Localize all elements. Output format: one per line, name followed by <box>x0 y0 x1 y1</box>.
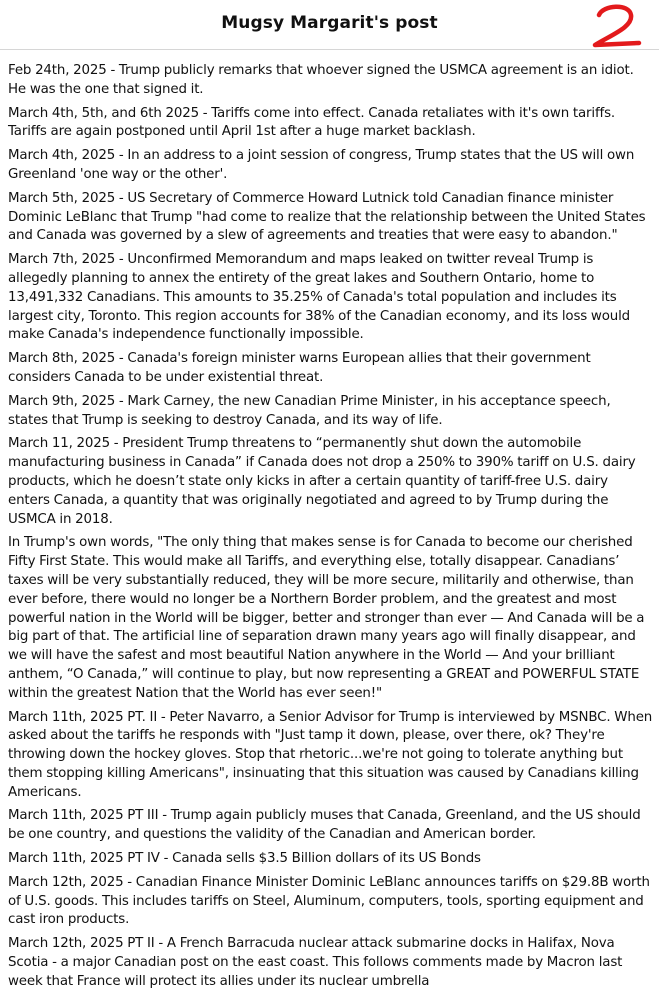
post-body <box>8 62 653 997</box>
timeline-entry: March 12th, 2025 - Canadian Finance Minister Dominic LeBlanc announces tariffs on $29.8B worth of U.S. goods. This includes tariffs on Steel, Aluminum, computers, tools, sporting equipment and cast iron products. <box>8 874 650 928</box>
timeline-entry: March 11th, 2025 PT III - Trump again publicly muses that Canada, Greenland, and the US should be one country, and questions the validity of the Canadian and American border. <box>8 808 641 843</box>
timeline-entry: March 11th, 2025 PT. II - Peter Navarro, a Senior Advisor for Trump is interviewed by MSNBC. When asked about the tariffs he responds with "Just tamp it down, please, over there, ok? They're throwing down the hockey gloves. Stop that rhetoric...we're not going to tolerate anything but them stopping killing Americans", insinuating that this situation was caused by Canadians killing Americans. <box>8 709 653 800</box>
timeline-entry: March 9th, 2025 - Mark Carney, the new Canadian Prime Minister, in his acceptance speech, states that Trump is seeking to destroy Canada, and its way of life. <box>8 393 611 428</box>
timeline-entry: March 4th, 5th, and 6th 2025 - Tariffs come into effect. Canada retaliates with it's own tariffs. Tariffs are again postponed until April 1st after a huge market backlash. <box>8 105 616 140</box>
timeline-entry: March 11th, 2025 PT IV - Canada sells $3.5 Billion dollars of its US Bonds <box>8 851 481 867</box>
timeline-entry: In Trump's own words, "The only thing that makes sense is for Canada to become our cherished Fifty First State. This would make all Tariffs, and everything else, totally disappear. Canadians’ taxes will be very substantially reduced, they will be more secure, militarily and otherwise, than ever before, there would no longer be a Northern Border problem, and the greatest and most powerful nation in the World will be bigger, better and stronger than ever — And Canada will be a big part of that. The artificial line of separation drawn many years ago will finally disappear, and we will have the safest and most beautiful Nation anywhere in the World — And your brilliant anthem, “O Canada,” will continue to play, but now representing a GREAT and POWERFUL STATE within the greatest Nation that the World has ever seen!" <box>8 535 645 701</box>
timeline-entry: March 8th, 2025 - Canada's foreign minister warns European allies that their government considers Canada to be under existential threat. <box>8 351 591 385</box>
timeline-entry: March 4th, 2025 - In an address to a joint session of congress, Trump states that the US will own Greenland 'one way or the other'. <box>8 148 635 182</box>
handwritten-number-badge <box>591 3 643 49</box>
timeline-entry: Feb 24th, 2025 - Trump publicly remarks that whoever signed the USMCA agreement is an idiot. He was the one that signed it. <box>8 63 634 97</box>
post-title: Mugsy Margarit's post <box>221 13 438 33</box>
timeline-entry: March 12th, 2025 PT II - A French Barracuda nuclear attack submarine docks in Halifax, Nova Scotia - a major Canadian post on the east coast. This follows comments made by Macron last week that France will protect its allies under its nuclear umbrella <box>8 936 623 989</box>
timeline-entry: March 5th, 2025 - US Secretary of Commerce Howard Lutnick told Canadian finance minister Dominic LeBlanc that Trump "had come to realize that the relationship between the United States and Canada was governed by a slew of agreements and treaties that were easy to abandon." <box>8 190 646 244</box>
timeline-entry: March 11, 2025 - President Trump threatens to “permanently shut down the automobile manufacturing business in Canada” if Canada does not drop a 250% to 390% tariff on U.S. dairy products, which he doesn’t state only kicks in after a certain quantity of tariff-free U.S. dairy enters Canada, a quantity that was originally negotiated and agreed to by Trump during the USMCA in 2018. <box>8 436 636 527</box>
post-header <box>0 0 659 50</box>
timeline-entry: March 7th, 2025 - Unconfirmed Memorandum and maps leaked on twitter reveal Trump is allegedly planning to annex the entirety of the great lakes and Southern Ontario, home to 13,491,332 Canadians. This amounts to 35.25% of Canada's total population and includes its largest city, Toronto. This region accounts for 38% of the Canadian economy, and its loss would make Canada's independence functionally impossible. <box>8 252 631 343</box>
